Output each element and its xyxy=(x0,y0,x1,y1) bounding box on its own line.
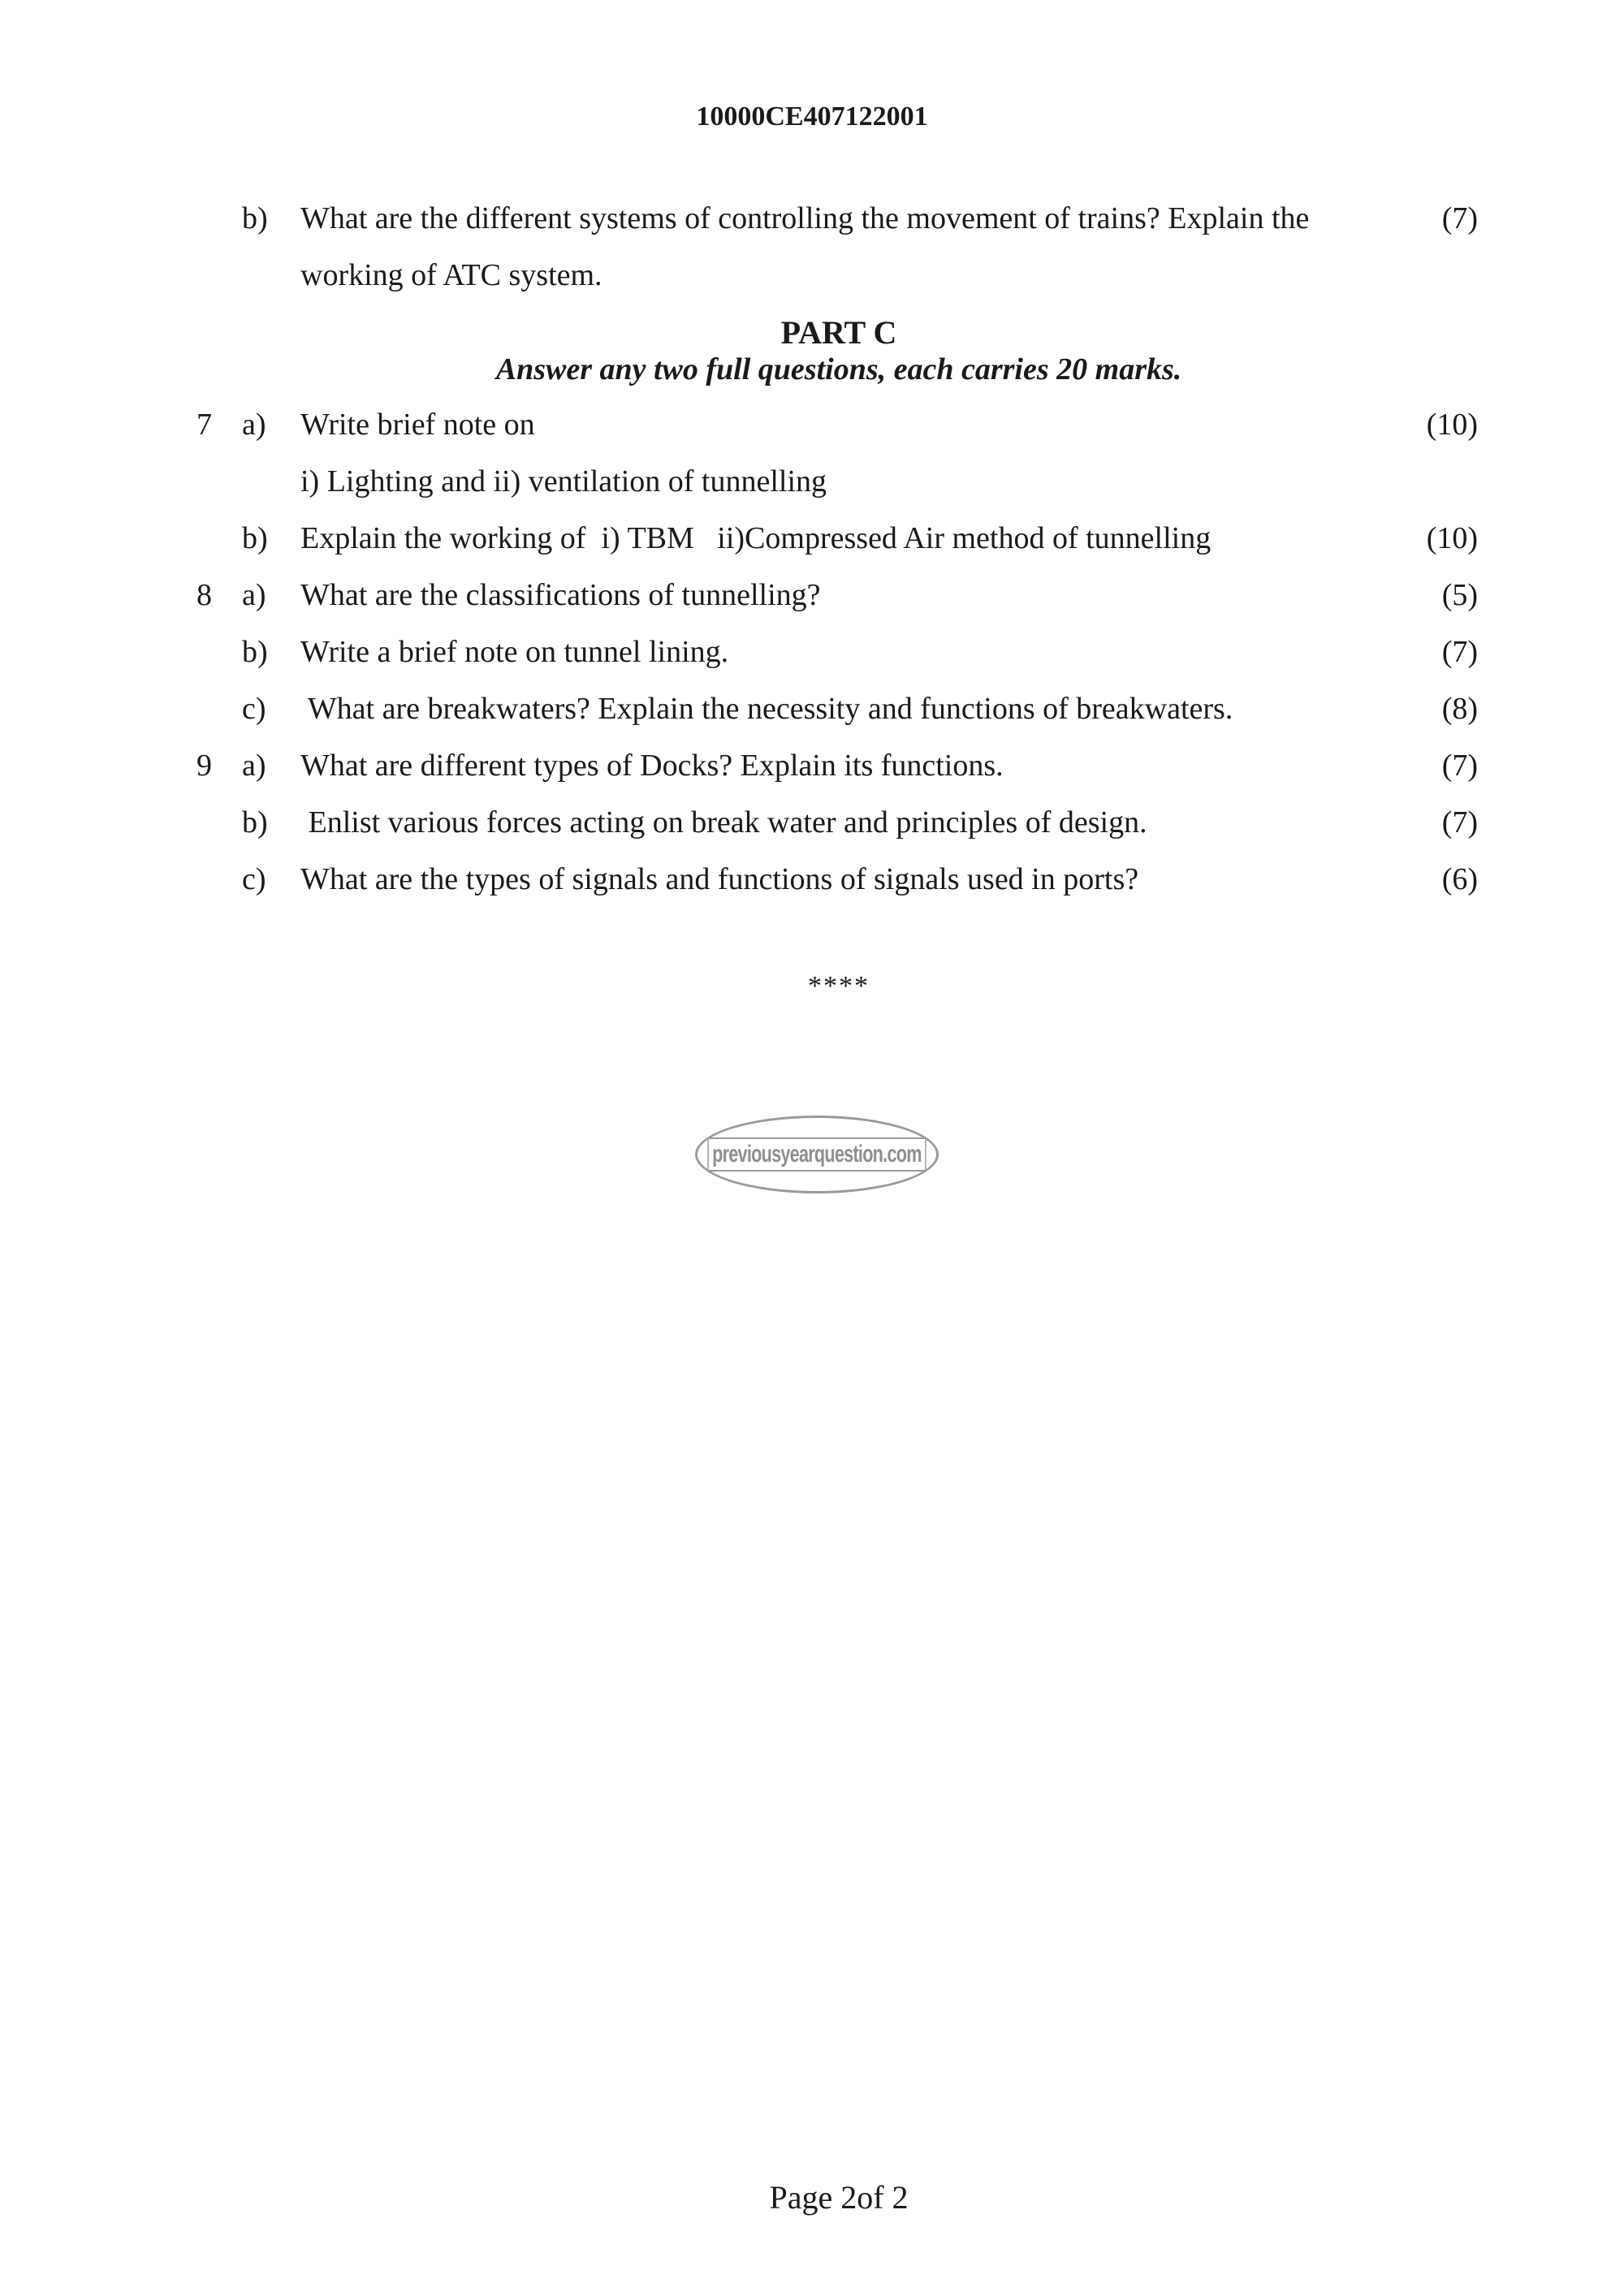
marks: (5) xyxy=(1441,578,1478,612)
sub-question-label: a) xyxy=(242,408,266,442)
page-number: Page 2of 2 xyxy=(769,2179,909,2216)
sub-question-label: c) xyxy=(242,692,266,726)
question-text: What are the classifications of tunnelling? xyxy=(300,578,821,612)
marks: (8) xyxy=(1441,692,1478,726)
marks: (7) xyxy=(1441,635,1478,669)
question-text: What are the types of signals and functions of signals used in ports? xyxy=(300,862,1139,896)
question-text: What are breakwaters? Explain the necessity and functions of breakwaters. xyxy=(300,692,1233,726)
watermark-logo xyxy=(695,1116,939,1193)
marks: (6) xyxy=(1441,862,1478,896)
question-number: 9 xyxy=(197,749,212,783)
question-number: 7 xyxy=(197,408,212,442)
question-paper-code: 10000CE407122001 xyxy=(696,101,928,132)
question-text: What are the different systems of controlling the movement of trains? Explain the xyxy=(300,201,1310,235)
marks: (7) xyxy=(1441,201,1478,235)
question-text-continued: working of ATC system. xyxy=(300,258,603,292)
question-text: Enlist various forces acting on break water and principles of design. xyxy=(300,805,1147,839)
question-text: Explain the working of i) TBM ii)Compressed Air method of tunnelling xyxy=(300,521,1212,555)
sub-question-label: b) xyxy=(242,521,268,555)
sub-question-label: a) xyxy=(242,578,266,612)
marks: (7) xyxy=(1441,749,1478,783)
end-marker: **** xyxy=(808,971,870,1001)
sub-question-label: b) xyxy=(242,201,268,235)
question-text: Write a brief note on tunnel lining. xyxy=(300,635,729,669)
marks: (7) xyxy=(1441,805,1478,839)
section-title: PART C xyxy=(780,314,897,351)
question-number: 8 xyxy=(197,578,212,612)
question-text: Write brief note on xyxy=(300,408,535,442)
sub-question-label: b) xyxy=(242,805,268,839)
question-text-continued: i) Lighting and ii) ventilation of tunnelling xyxy=(300,464,827,498)
question-text: What are different types of Docks? Explain its functions. xyxy=(300,749,1004,783)
section-instruction: Answer any two full questions, each carries 20 marks. xyxy=(495,352,1182,386)
watermark-text: previousyearquestion.com xyxy=(707,1137,926,1172)
marks: (10) xyxy=(1426,521,1478,555)
sub-question-label: c) xyxy=(242,862,266,896)
sub-question-label: b) xyxy=(242,635,268,669)
sub-question-label: a) xyxy=(242,749,266,783)
marks: (10) xyxy=(1426,408,1478,442)
